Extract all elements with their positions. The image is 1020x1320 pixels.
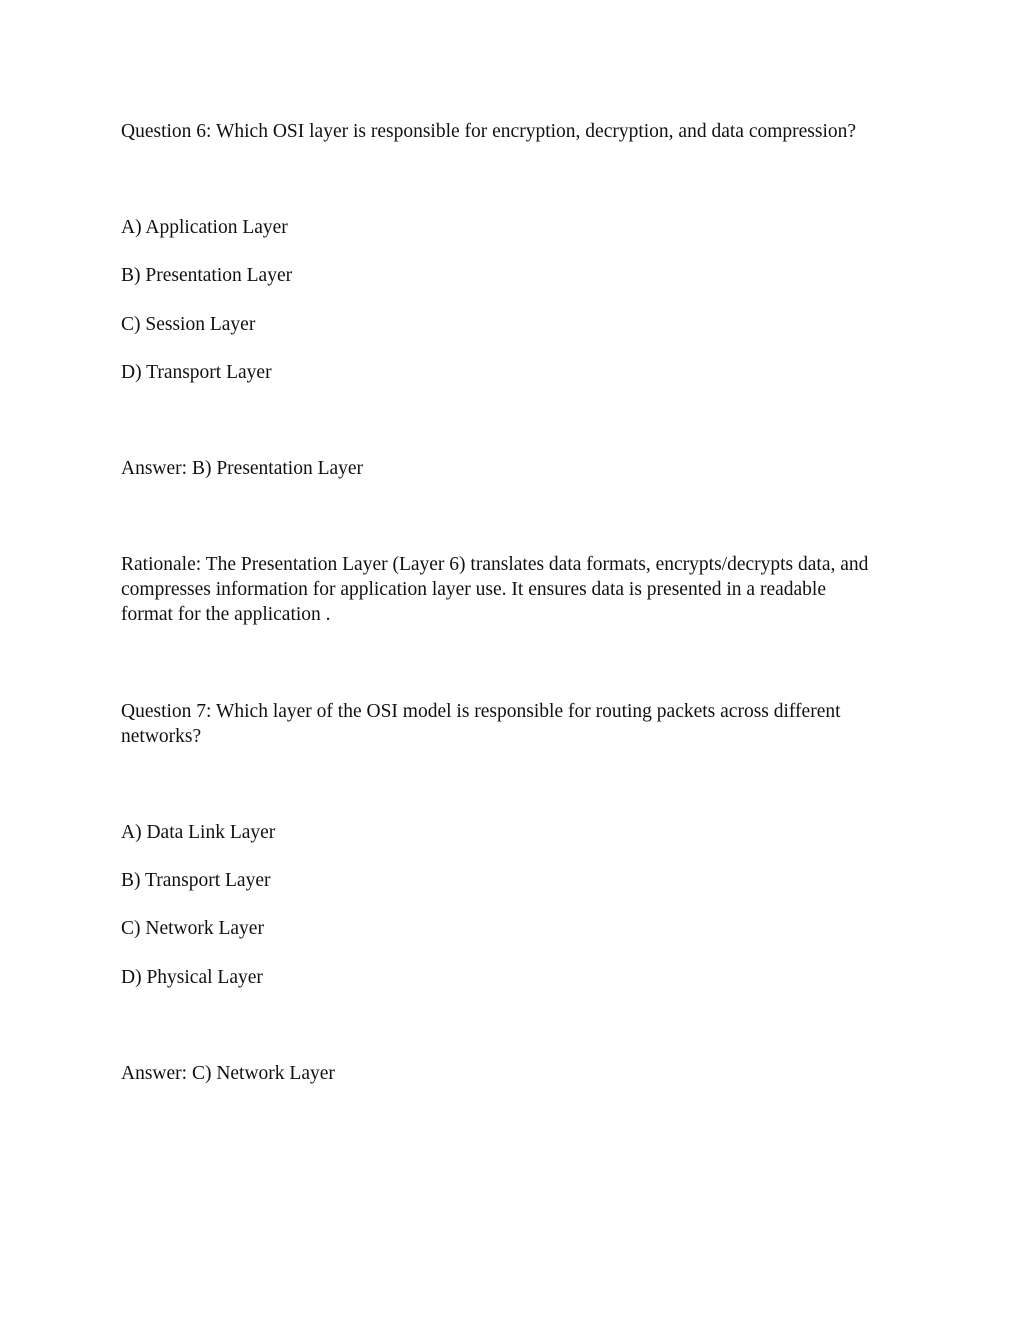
q7-option-a: A) Data Link Layer xyxy=(121,822,276,843)
q7-option-c: C) Network Layer xyxy=(121,918,264,939)
q6-rationale-line-2: compresses information for application layer use. It ensures data is presented in a readable xyxy=(121,579,826,600)
q7-question-line-1: Question 7: Which layer of the OSI model is responsible for routing packets across different xyxy=(121,701,841,722)
q6-option-a: A) Application Layer xyxy=(121,217,288,238)
q7-answer: Answer: C) Network Layer xyxy=(121,1063,335,1084)
q6-option-b: B) Presentation Layer xyxy=(121,265,293,286)
q6-rationale-line-3: format for the application . xyxy=(121,604,331,625)
q7-question-line-2: networks? xyxy=(121,726,202,747)
q7-option-d: D) Physical Layer xyxy=(121,967,263,988)
question-7-text xyxy=(121,699,901,749)
q6-answer: Answer: B) Presentation Layer xyxy=(121,458,364,479)
q6-rationale xyxy=(121,552,901,627)
question-6-text: Question 6: Which OSI layer is responsible for encryption, decryption, and data compression? xyxy=(121,121,857,142)
q6-rationale-line-1: Rationale: The Presentation Layer (Layer 6) translates data formats, encrypts/decrypts data, and xyxy=(121,554,869,575)
q6-option-c: C) Session Layer xyxy=(121,314,256,335)
q6-option-d: D) Transport Layer xyxy=(121,362,272,383)
q7-option-b: B) Transport Layer xyxy=(121,870,271,891)
